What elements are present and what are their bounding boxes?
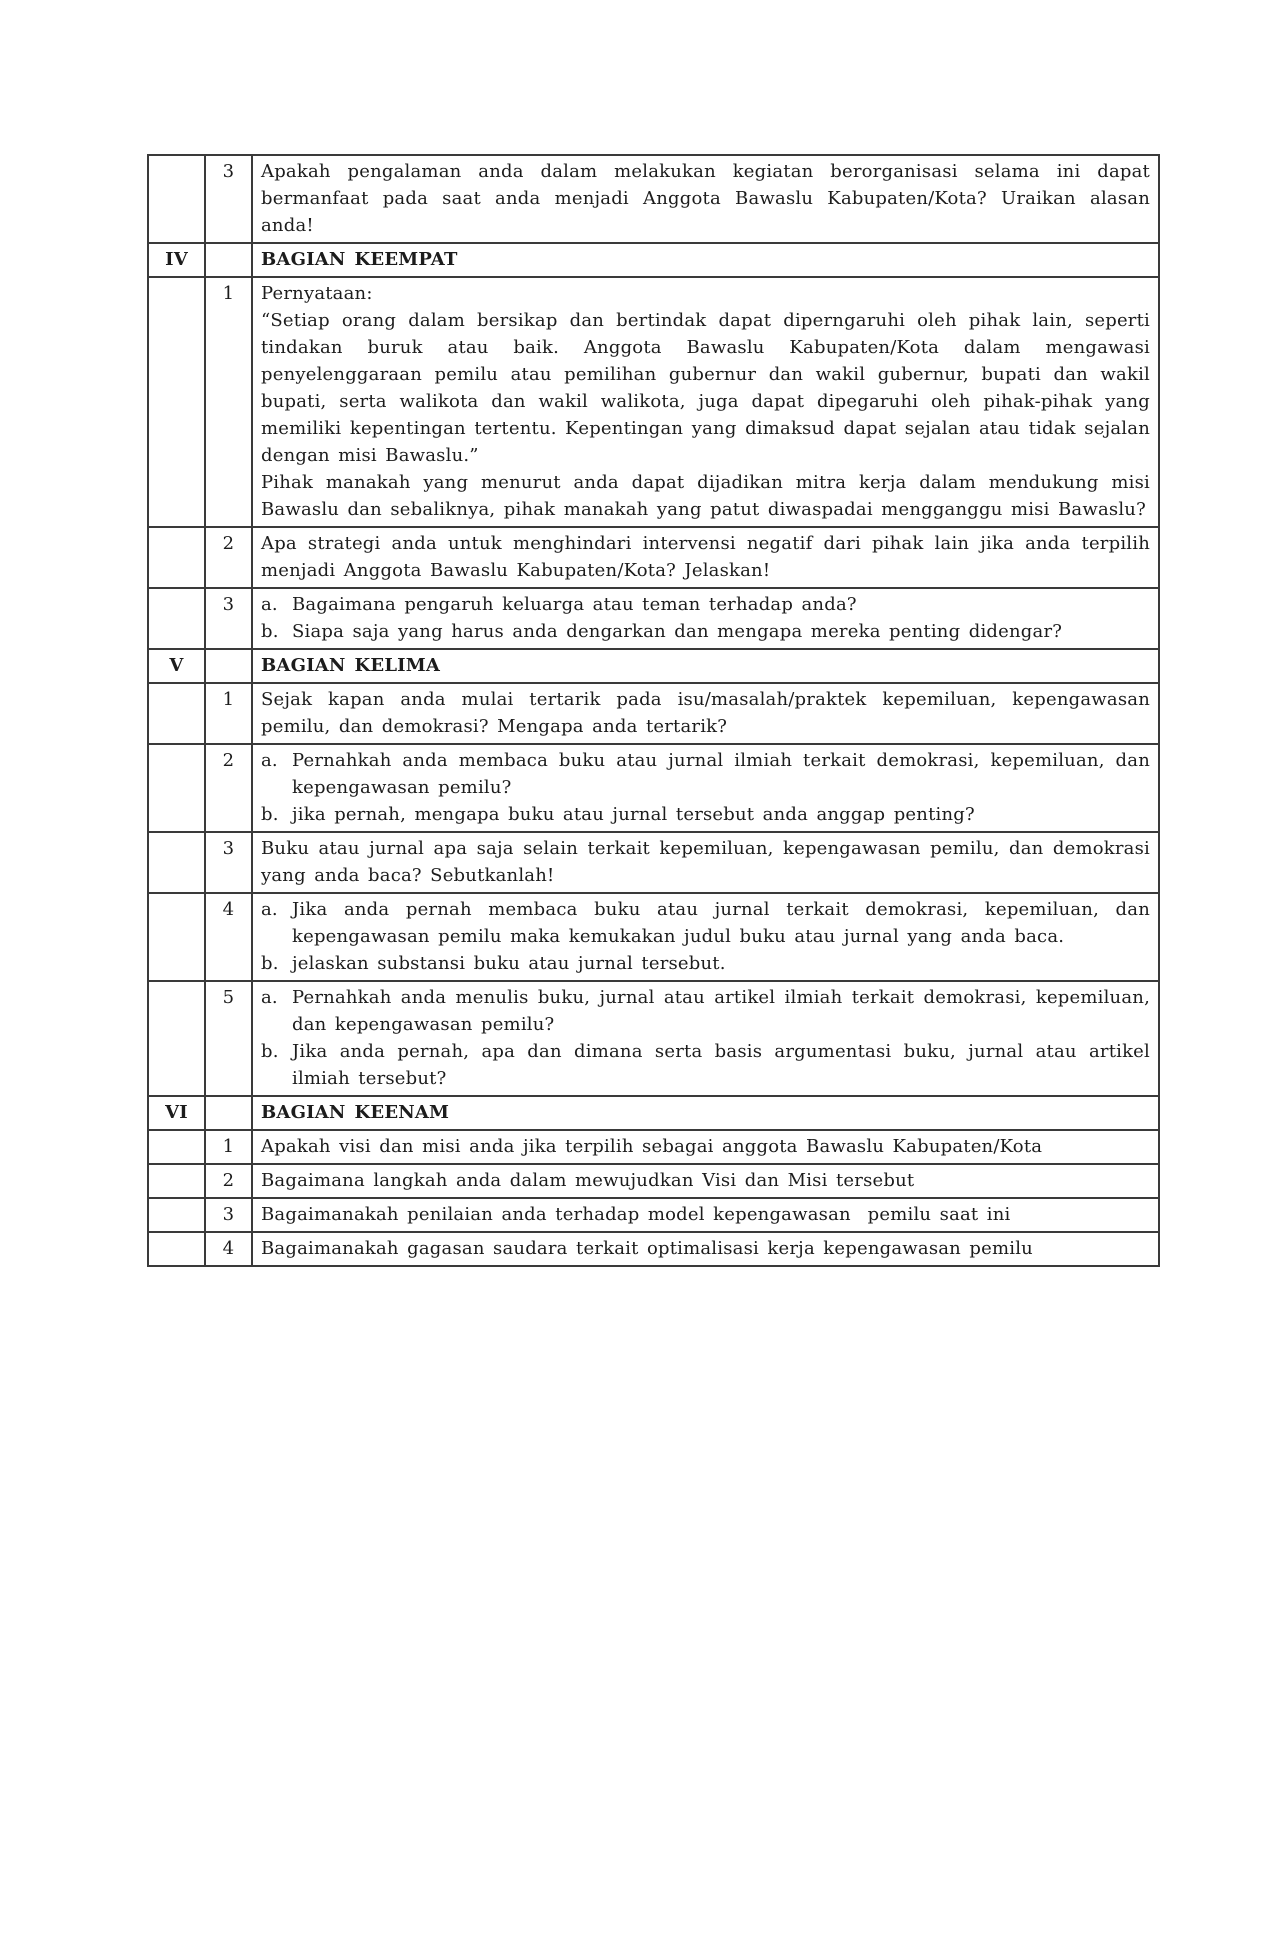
- table-row: [148, 155, 1159, 243]
- item-number-cell: 3: [205, 588, 252, 649]
- content-cell: [252, 277, 1159, 527]
- list-marker: b.: [261, 1041, 279, 1062]
- question-text: Apakah pengalaman anda dalam melakukan kegiatan berorganisasi selama ini dapat bermanfaat pada saat anda menjadi Anggota Bawaslu Kabupaten/Kota? Uraikan alasan anda!: [261, 161, 1159, 236]
- content-cell: [252, 588, 1159, 649]
- list-item-text: Siapa saja yang harus anda dengarkan dan mengapa mereka penting didengar?: [292, 621, 1063, 642]
- list-item-text: Jika anda pernah, apa dan dimana serta basis argumentasi buku, jurnal atau artikel ilmiah tersebut?: [292, 1041, 1159, 1089]
- content-cell: [252, 1096, 1159, 1130]
- table-row: [148, 1164, 1159, 1198]
- list-marker: b.: [261, 804, 279, 825]
- list-item-text: jika pernah, mengapa buku atau jurnal tersebut anda anggap penting?: [292, 804, 975, 825]
- list-marker: b.: [261, 953, 279, 974]
- questionnaire-table: [147, 154, 1160, 1267]
- item-number-cell: [205, 1096, 252, 1130]
- table-row: [148, 527, 1159, 588]
- list-item: [261, 984, 1159, 1038]
- section-roman-cell: VI: [148, 1096, 205, 1130]
- list-item: [261, 747, 1159, 801]
- table-row: [148, 1232, 1159, 1266]
- list-marker: a.: [261, 987, 278, 1008]
- content-cell: [252, 1164, 1159, 1198]
- table-row: [148, 243, 1159, 277]
- list-marker: a.: [261, 750, 278, 771]
- section-roman-cell: [148, 1164, 205, 1198]
- question-text: Bagaimana langkah anda dalam mewujudkan Visi dan Misi tersebut: [261, 1170, 915, 1191]
- list-item: [261, 618, 1150, 645]
- table-row: [148, 893, 1159, 981]
- list-item: [261, 896, 1159, 950]
- section-roman-cell: [148, 527, 205, 588]
- question-text: Buku atau jurnal apa saja selain terkait kepemiluan, kepengawasan pemilu, dan demokrasi yang anda baca? Sebutkanlah!: [261, 838, 1159, 886]
- section-roman-cell: [148, 1130, 205, 1164]
- paragraph: “Setiap orang dalam bersikap dan bertindak dapat diperngaruhi oleh pihak lain, seperti tindakan buruk atau baik. Anggota Bawaslu Kabupaten/Kota dalam mengawasi penyelenggaraan pemilu atau pemilihan gubernur dan wakil gubernur, bupati dan wakil bupati, serta walikota dan wakil walikota, juga dapat dipegaruhi oleh pihak-pihak yang memiliki kepentingan tertentu. Kepentingan yang dimaksud dapat sejalan atau tidak sejalan dengan misi Bawaslu.”: [261, 310, 1159, 466]
- section-roman-cell: [148, 155, 205, 243]
- item-number-cell: 2: [205, 1164, 252, 1198]
- item-number-cell: [205, 243, 252, 277]
- content-cell: [252, 981, 1159, 1096]
- content-cell: [252, 832, 1159, 893]
- section-roman-cell: [148, 277, 205, 527]
- table-row: [148, 1130, 1159, 1164]
- table-row: [148, 744, 1159, 832]
- content-cell: [252, 527, 1159, 588]
- item-number-cell: 1: [205, 683, 252, 744]
- content-cell: [252, 1232, 1159, 1266]
- section-roman-cell: [148, 893, 205, 981]
- list-item-text: Jika anda pernah membaca buku atau jurnal terkait demokrasi, kepemiluan, dan kepengawasan pemilu maka kemukakan judul buku atau jurnal yang anda baca.: [292, 899, 1159, 947]
- paragraph: Pihak manakah yang menurut anda dapat dijadikan mitra kerja dalam mendukung misi Bawaslu dan sebaliknya, pihak manakah yang patut diwaspadai mengganggu misi Bawaslu?: [261, 472, 1159, 520]
- item-number-cell: 1: [205, 1130, 252, 1164]
- list-item-text: Bagaimana pengaruh keluarga atau teman terhadap anda?: [292, 594, 857, 615]
- section-roman-cell: [148, 683, 205, 744]
- item-number-cell: 3: [205, 1198, 252, 1232]
- question-text: Bagaimanakah penilaian anda terhadap model kepengawasan pemilu saat ini: [261, 1204, 1011, 1225]
- item-number-cell: 3: [205, 155, 252, 243]
- section-roman-cell: [148, 1198, 205, 1232]
- table-row: [148, 683, 1159, 744]
- content-cell: [252, 683, 1159, 744]
- question-text: Sejak kapan anda mulai tertarik pada isu/masalah/praktek kepemiluan, kepengawasan pemilu, dan demokrasi? Mengapa anda tertarik?: [261, 689, 1159, 737]
- section-roman-cell: [148, 588, 205, 649]
- list-item: [261, 801, 1150, 828]
- content-cell: [252, 1198, 1159, 1232]
- table-row: [148, 1198, 1159, 1232]
- table-row: [148, 981, 1159, 1096]
- list-item-text: Pernahkah anda membaca buku atau jurnal ilmiah terkait demokrasi, kepemiluan, dan kepengawasan pemilu?: [292, 750, 1159, 798]
- paragraph: Pernyataan:: [261, 283, 373, 304]
- content-cell: [252, 744, 1159, 832]
- content-cell: [252, 649, 1159, 683]
- table-row: [148, 588, 1159, 649]
- item-number-cell: [205, 649, 252, 683]
- section-header-text: BAGIAN KEENAM: [261, 1102, 450, 1123]
- section-roman-cell: [148, 981, 205, 1096]
- item-number-cell: 2: [205, 527, 252, 588]
- table-row: [148, 649, 1159, 683]
- table-row: [148, 1096, 1159, 1130]
- question-text: Apakah visi dan misi anda jika terpilih sebagai anggota Bawaslu Kabupaten/Kota: [261, 1136, 1043, 1157]
- content-cell: [252, 155, 1159, 243]
- item-number-cell: 4: [205, 893, 252, 981]
- table-body: [148, 155, 1159, 1266]
- item-number-cell: 3: [205, 832, 252, 893]
- list-item: [261, 1038, 1159, 1092]
- list-marker: a.: [261, 594, 278, 615]
- item-number-cell: 2: [205, 744, 252, 832]
- section-roman-cell: [148, 744, 205, 832]
- list-marker: a.: [261, 899, 278, 920]
- content-cell: [252, 893, 1159, 981]
- section-roman-cell: IV: [148, 243, 205, 277]
- item-number-cell: 1: [205, 277, 252, 527]
- table-row: [148, 832, 1159, 893]
- item-number-cell: 5: [205, 981, 252, 1096]
- list-item: [261, 950, 1150, 977]
- section-roman-cell: [148, 832, 205, 893]
- section-roman-cell: V: [148, 649, 205, 683]
- content-cell: [252, 1130, 1159, 1164]
- item-number-cell: 4: [205, 1232, 252, 1266]
- question-text: Bagaimanakah gagasan saudara terkait optimalisasi kerja kepengawasan pemilu: [261, 1238, 1033, 1259]
- section-header-text: BAGIAN KELIMA: [261, 655, 441, 676]
- list-item: [261, 591, 1150, 618]
- table-row: [148, 277, 1159, 527]
- section-header-text: BAGIAN KEEMPAT: [261, 249, 458, 270]
- question-text: Apa strategi anda untuk menghindari intervensi negatif dari pihak lain jika anda terpilih menjadi Anggota Bawaslu Kabupaten/Kota? Jelaskan!: [261, 533, 1159, 581]
- content-cell: [252, 243, 1159, 277]
- list-item-text: Pernahkah anda menulis buku, jurnal atau artikel ilmiah terkait demokrasi, kepemiluan, dan kepengawasan pemilu?: [292, 987, 1159, 1035]
- list-marker: b.: [261, 621, 279, 642]
- section-roman-cell: [148, 1232, 205, 1266]
- list-item-text: jelaskan substansi buku atau jurnal tersebut.: [292, 953, 726, 974]
